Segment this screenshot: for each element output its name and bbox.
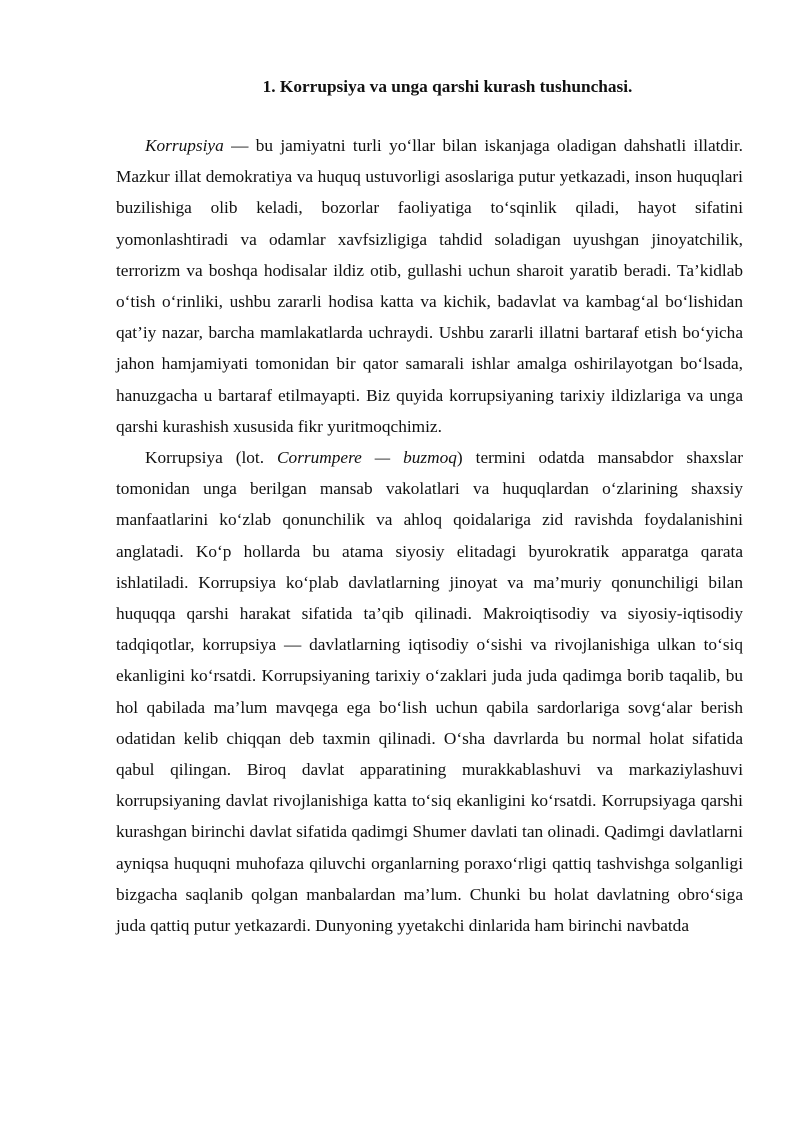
etymology-term: Corrumpere — buzmoq xyxy=(277,448,457,468)
paragraph-1 xyxy=(116,130,743,442)
paragraph-1-text: — bu jamiyatni turli yo‘llar bilan iskanjaga oladigan dahshatli illatdir. Mazkur illat demokratiya va huquq ustuvorligi asoslariga putur yetkazadi, inson huquqlari buzilishiga olib keladi, bozorlar faoliyatiga to‘sqinlik qiladi, hayot sifatini yomonlashtiradi va odamlar xavfsizligiga tahdid soladigan uyushgan jinoyatchilik, terrorizm va boshqa hodisalar ildiz otib, gullashi uchun sharoit yaratib beradi. Ta’kidlab o‘tish o‘rinliki, ushbu zararli hodisa katta va kichik, badavlat va kambag‘al bo‘lishidan qat’iy nazar, barcha mamlakatlarda uchraydi. Ushbu zararli illatni bartaraf etish bo‘yicha jahon hamjamiyati tomonidan bir qator samarali ishlar amalga oshirilayotgan bo‘lsada, hanuzgacha u bartaraf etilmayapti. Biz quyida korrupsiyaning tarixiy ildizlariga va unga qarshi kurashish xususida fikr yuritmoqchimiz. xyxy=(116,136,743,436)
paragraph-2-after: ) termini odatda mansabdor shaxslar tomonidan unga berilgan mansab vakolatlari va huquqlardan o‘zlarining shaxsiy manfaatlarini ko‘zlab qonunchilik va ahloq qoidalariga zid ravishda foydalanishini anglatadi. Ko‘p hollarda bu atama siyosiy elitadagi byurokratik apparatga qarata ishlatiladi. Korrupsiya ko‘plab davlatlarning jinoyat va ma’muriy qonunchiligi bilan huquqqa qarshi harakat sifatida ta’qib qilinadi. Makroiqtisodiy va siyosiy-iqtisodiy tadqiqotlar, korrupsiya — davlatlarning iqtisodiy o‘sishi va rivojlanishiga ulkan to‘siq ekanligini ko‘rsatdi. Korrupsiyaning tarixiy o‘zaklari juda juda qadimga borib taqalib, bu hol qabilada ma’lum mavqega ega bo‘lish uchun qabila sardorlariga sovg‘alar berish odatidan kelib chiqqan deb taxmin qilinadi. O‘sha davrlarda bu normal holat sifatida qabul qilingan. Biroq davlat apparatining murakkablashuvi va markaziylashuvi korrupsiyaning davlat rivojlanishiga katta to‘siq ekanligini ko‘rsatdi. Korrupsiyaga qarshi kurashgan birinchi davlat sifatida qadimgi Shumer davlati tan olinadi. Qadimgi davlatlarni ayniqsa huquqni muhofaza qiluvchi organlarning poraxo‘rligi qattiq tashvishga solganligi bizgacha saqlanib qolgan manbalardan ma’lum. Chunki bu holat davlatning obro‘siga juda qattiq putur yetkazardi. Dunyoning yyetakchi dinlarida ham birinchi navbatda xyxy=(116,448,744,936)
paragraph-2-before: Korrupsiya (lot. xyxy=(145,448,278,468)
document-page xyxy=(116,74,743,941)
paragraph-2 xyxy=(116,442,743,941)
term-korrupsiya: Korrupsiya xyxy=(145,136,224,155)
document-title: 1. Korrupsiya va unga qarshi kurash tushunchasi. xyxy=(262,77,633,96)
